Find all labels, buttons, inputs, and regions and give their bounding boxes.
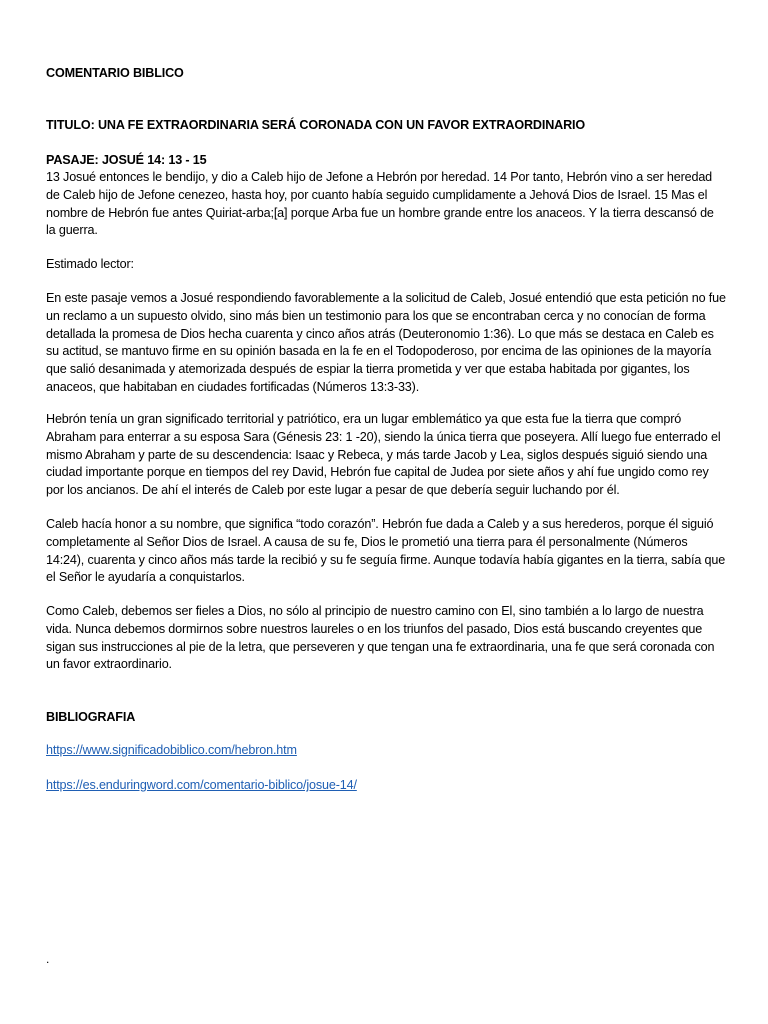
- bibliography-link-1[interactable]: [46, 742, 726, 760]
- paragraph-4: Como Caleb, debemos ser fieles a Dios, no sólo al principio de nuestro camino con El, sino también a lo largo de nuestra vida. Nunca debemos dormirnos sobre nuestros laureles o en los triunfos del pasado, Dios está buscando creyentes que sigan sus instrucciones al pie de la letra, que perseveren y que tengan una fe extraordinaria, una fe que será coronada con un favor extraordinario.: [46, 604, 715, 672]
- passage-text: 13 Josué entonces le bendijo, y dio a Caleb hijo de Jefone a Hebrón por heredad. 14 Por tanto, Hebrón vino a ser heredad de Caleb hijo de Jefone cenezeo, hasta hoy, por cuanto había seguido cumplidamente a Jehová Dios de Israel. 15 Mas el nombre de Hebrón fue antes Quiriat-arba;[a] porque Arba fue un hombre grande entre los anaceos. Y la tierra descansó de la guerra.: [46, 170, 714, 238]
- paragraph-1: En este pasaje vemos a Josué respondiendo favorablemente a la solicitud de Caleb, Josué entendió que esta petición no fue un reclamo a un supuesto olvido, sino más bien un testimonio para los que se encontraban cerca y no conocían de forma detallada la promesa de Dios hecha cuarenta y cinco años atrás (Deuteronomio 1:36). Lo que más se destaca en Caleb es su actitud, se mantuvo firme en su opinión basada en la fe en el Todopoderoso, por encima de las opiniones de la mayoría que salió desanimada y atemorizada después de espiar la tierra prometida y ver que estaba habitada por gigantes, los anaceos, que habitaban en ciudades fortificadas (Números 13:3-33).: [46, 291, 726, 394]
- document-heading: COMENTARIO BIBLICO: [46, 66, 184, 80]
- paragraph-3: Caleb hacía honor a su nombre, que significa “todo corazón”. Hebrón fue dada a Caleb y a sus herederos, porque él siguió completamente al Señor Dios de Israel. A causa de su fe, Dios le prometió una tierra para él personalmente (Números 14:24), cuarenta y cinco años más tarde la recibió y su fe seguía firme. Aunque todavía había gigantes en la tierra, sabía que el Señor le ayudaría a conquistarlos.: [46, 517, 726, 585]
- document-page: [46, 0, 726, 1024]
- bibliography-link-1-text[interactable]: https://www.significadobiblico.com/hebron.htm: [46, 743, 297, 757]
- bibliography-link-2[interactable]: [46, 777, 726, 795]
- trailing-mark: .: [46, 952, 50, 966]
- passage-label: PASAJE: JOSUÉ 14: 13 - 15: [46, 153, 207, 167]
- document-title: TITULO: UNA FE EXTRAORDINARIA SERÁ CORONADA CON UN FAVOR EXTRAORDINARIO: [46, 118, 586, 132]
- bibliography-heading: BIBLIOGRAFIA: [46, 710, 136, 724]
- bibliography-link-2-text[interactable]: https://es.enduringword.com/comentario-biblico/josue-14/: [46, 778, 357, 792]
- salutation: Estimado lector:: [46, 257, 134, 271]
- paragraph-2: Hebrón tenía un gran significado territorial y patriótico, era un lugar emblemático ya que esta fue la tierra que compró Abraham para enterrar a su esposa Sara (Génesis 23: 1 -20), siendo la única tierra que poseyera. Allí luego fue enterrado el mismo Abraham y parte de su descendencia: Isaac y Rebeca, y más tarde Jacob y Lea, siglos después siguió siendo una ciudad importante porque en tiempos del rey David, Hebrón fue capital de Judea por siete años y ahí fue ungido como rey por los ancianos. De ahí el interés de Caleb por este lugar a pesar de que debería seguir luchando por él.: [46, 412, 721, 498]
